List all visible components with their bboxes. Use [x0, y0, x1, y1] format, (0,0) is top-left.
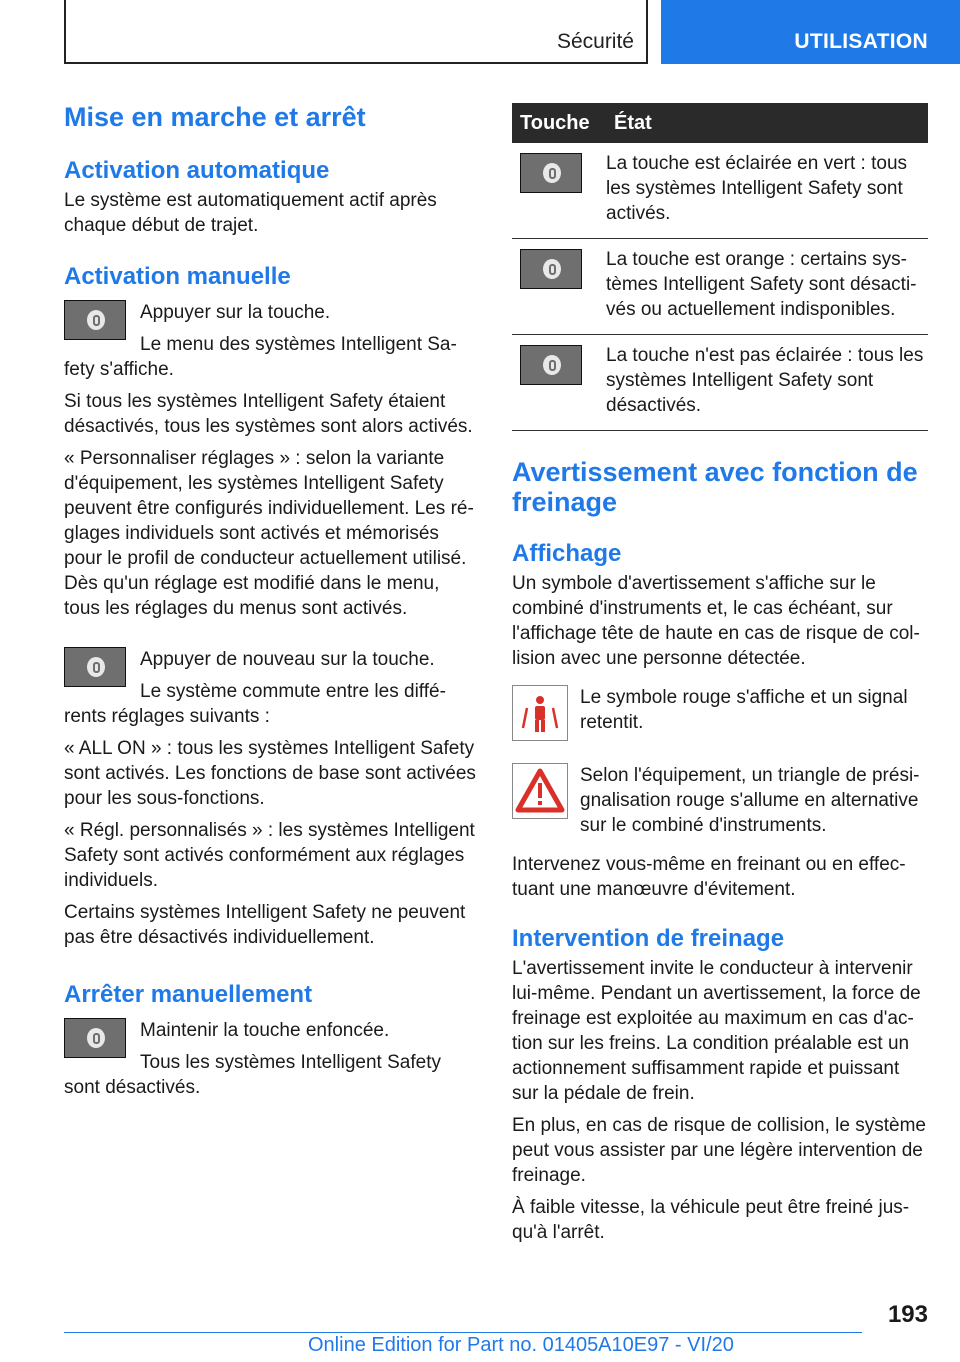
paragraph: Certains systèmes Intelligent Safety ne peuvent pas être désactivés individuellement.: [64, 902, 466, 948]
table-header-etat: État: [606, 103, 928, 143]
paragraph: Intervenez vous-même en freinant ou en effec-tuant une manœuvre d'évitement.: [512, 854, 906, 900]
instruction-block: [64, 647, 480, 729]
paragraph: Le système est automatiquement actif après chaque début de trajet.: [64, 190, 437, 236]
intelligent-safety-button-icon: [64, 647, 126, 687]
table-cell-icon: [512, 239, 606, 335]
table-header-row: [512, 103, 928, 143]
heading-arreter-manuellement: Arrêter manuellement: [64, 981, 313, 1008]
paragraph: Un symbole d'avertissement s'affiche sur le combiné d'instruments et, le cas échéant, sur l'affichage tête de haute en cas de risque de col-lision avec une personne détectée.: [512, 573, 920, 669]
intelligent-safety-button-icon: [520, 249, 582, 289]
intelligent-safety-button-icon: [520, 153, 582, 193]
paragraph: Selon l'équipement, un triangle de prési-gnalisation rouge s'allume en alternative sur le combiné d'instruments.: [580, 765, 920, 836]
heading-avertissement: Avertissement avec fonction de freinage: [512, 457, 918, 517]
paragraph: À faible vitesse, la véhicule peut être freiné jus-qu'à l'arrêt.: [512, 1197, 910, 1243]
paragraph: Le symbole rouge s'affiche et un signal retentit.: [580, 687, 908, 733]
paragraph: Appuyer sur la touche.: [140, 302, 331, 323]
instruction-block: [512, 685, 928, 747]
left-column: [64, 100, 480, 1100]
header-chapter-tab: [661, 0, 960, 64]
chapter-title: UTILISATION: [794, 30, 928, 53]
paragraph: Le menu des systèmes Intelligent Sa-fety s'affiche.: [64, 334, 457, 380]
paragraph: Maintenir la touche enfoncée.: [140, 1020, 390, 1041]
table-row: [512, 143, 928, 239]
heading-intervention-freinage: Intervention de freinage: [512, 925, 785, 952]
intelligent-safety-button-icon: [64, 1018, 126, 1058]
paragraph: « Régl. personnalisés » : les systèmes Intelligent Safety sont activés conformément aux réglages individuels.: [64, 820, 475, 891]
intelligent-safety-button-icon: [64, 300, 126, 340]
instruction-block: [64, 300, 480, 382]
right-column: [512, 103, 928, 1245]
footer-divider: [64, 1332, 862, 1333]
paragraph: Si tous les systèmes Intelligent Safety étaient désactivés, tous les systèmes sont alors activés.: [64, 391, 473, 437]
table-cell-state: La touche est éclairée en vert : tous les systèmes Intelligent Safety sont activés.: [606, 143, 928, 239]
paragraph: « ALL ON » : tous les systèmes Intelligent Safety sont activés. Les fonctions de base sont activées pour les sous-fonctions.: [64, 738, 476, 809]
section-title: Sécurité: [556, 30, 634, 53]
table-cell-state: La touche n'est pas éclairée : tous les systèmes Intelligent Safety sont désactivés.: [606, 335, 928, 431]
heading-activation-manuelle: Activation manuelle: [64, 263, 291, 290]
heading-affichage: Affichage: [512, 540, 622, 567]
table-cell-icon: [512, 143, 606, 239]
intelligent-safety-button-icon: [520, 345, 582, 385]
header-section-tab: [64, 0, 648, 64]
table-cell-icon: [512, 335, 606, 431]
table-row: [512, 239, 928, 335]
heading-mise-en-marche: Mise en marche et arrêt: [64, 102, 366, 132]
paragraph: Appuyer de nouveau sur la touche.: [140, 649, 435, 670]
paragraph: Le système commute entre les diffé-rents réglages suivants :: [64, 681, 446, 727]
button-state-table: [512, 103, 928, 431]
instruction-block: [64, 1018, 480, 1100]
heading-activation-automatique: Activation automatique: [64, 157, 330, 184]
table-row: [512, 335, 928, 431]
instruction-block: [512, 763, 928, 838]
warning-triangle-icon: [512, 763, 568, 819]
paragraph: « Personnaliser réglages » : selon la variante d'équipement, les systèmes Intelligent Safety peuvent être configurés individuellement. Les ré-glages individuels sont activés et mémorisés pour le profil de conducteur actuellement utilisé. Dès qu'un réglage est modifié dans le menu, tous les réglages du menus sont activés.: [64, 448, 474, 619]
pedestrian-warning-icon: [512, 685, 568, 741]
page-number: 193: [887, 1301, 928, 1328]
paragraph: Tous les systèmes Intelligent Safety sont désactivés.: [64, 1052, 441, 1098]
paragraph: En plus, en cas de risque de collision, le système peut vous assister par une légère intervention de freinage.: [512, 1115, 926, 1186]
paragraph: L'avertissement invite le conducteur à intervenir lui-même. Pendant un avertissement, la force de freinage est exploitée au maximum en cas d'ac-tion sur les freins. La condition préalable est un actionnement suffisamment rapide et puissant sur la pédale de frein.: [512, 958, 921, 1104]
table-cell-state: La touche est orange : certains sys-tèmes Intelligent Safety sont désacti-vés ou actuellement indisponibles.: [606, 239, 928, 335]
table-header-touche: Touche: [512, 103, 606, 143]
footer-edition: Online Edition for Part no. 01405A10E97 - VI/20: [308, 1334, 734, 1356]
